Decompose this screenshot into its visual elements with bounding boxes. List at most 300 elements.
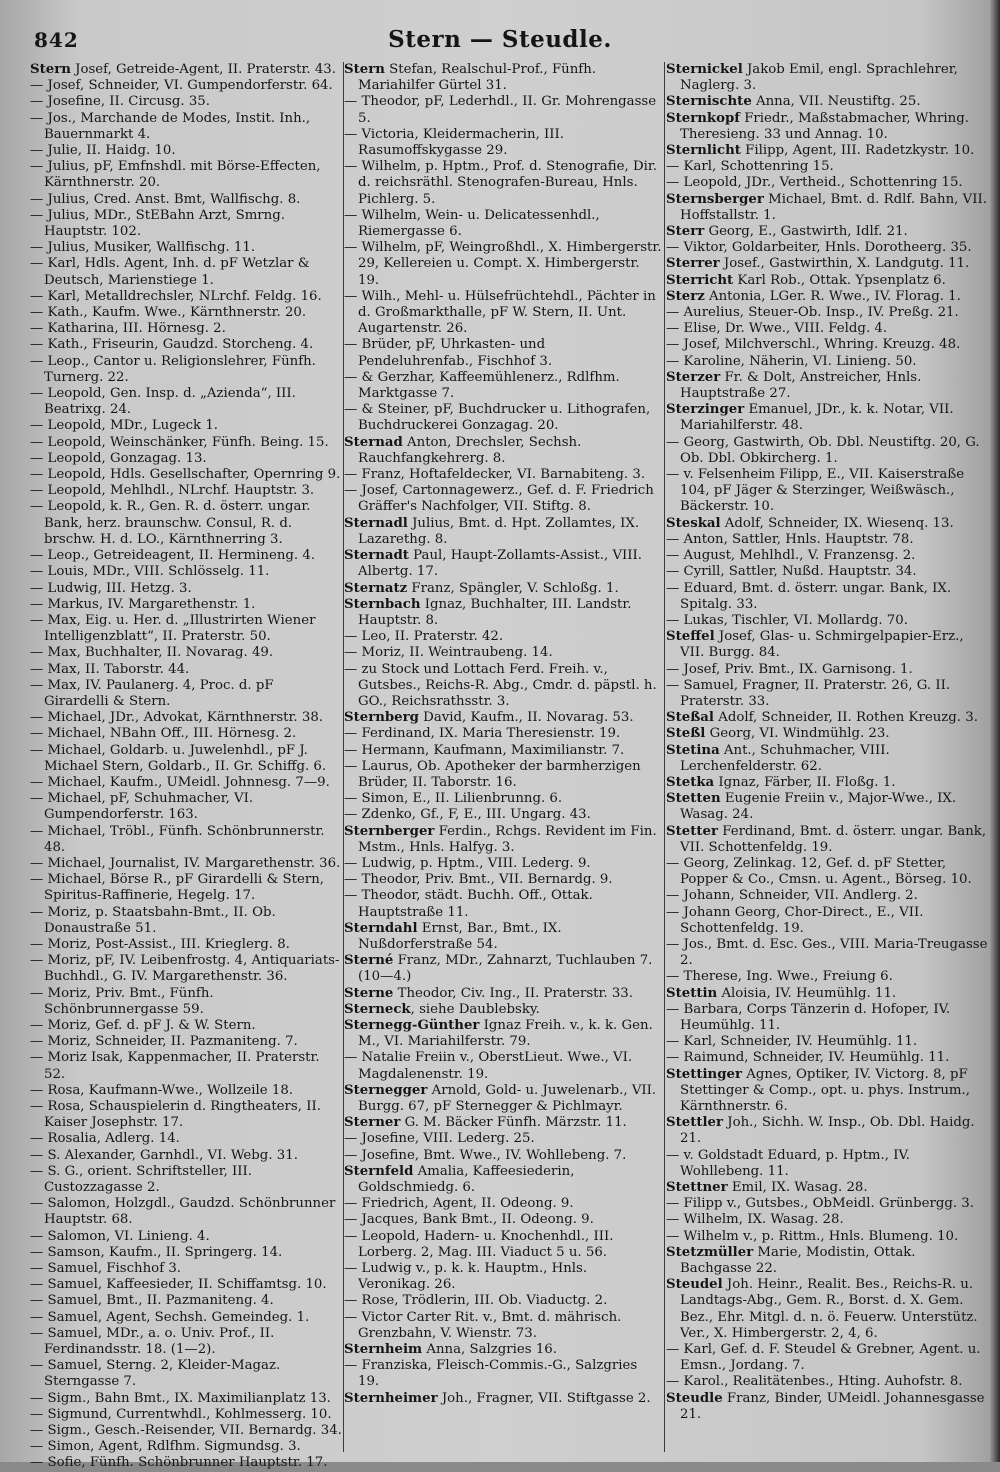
entry-headword: Sternbach	[344, 596, 421, 612]
entry-text: — zu Stock und Lottach Ferd. Freih. v., Gutsbes., Reichs-R. Abg., Cmdr. d. päpstl. h. GO., Reichsrathsstr. 3.	[344, 661, 657, 709]
directory-entry	[344, 127, 662, 159]
entry-text: — Friedrich, Agent, II. Odeong. 9.	[344, 1196, 574, 1212]
entry-headword: Sterrer	[666, 256, 720, 272]
entry-text: — Moriz Isak, Kappenmacher, II. Praterstr. 52.	[30, 1050, 320, 1082]
entry-text: Ignaz, Buchhalter, III. Landstr. Hauptstr. 8.	[358, 596, 632, 628]
entry-text: — Max, Buchhalter, II. Novarag. 49.	[30, 645, 274, 661]
entry-text: — Katharina, III. Hörnesg. 2.	[30, 321, 226, 337]
directory-entry	[30, 905, 342, 937]
directory-entry	[30, 597, 342, 613]
directory-entry	[344, 1358, 662, 1390]
entry-text: Franz, Binder, UMeidl. Johannesgasse 21.	[680, 1390, 985, 1422]
directory-entry	[30, 710, 342, 726]
directory-entry	[344, 548, 662, 580]
directory-entry	[30, 581, 342, 597]
entry-text: — Theodor, pF, Lederhdl., II. Gr. Mohrengasse 5.	[344, 94, 657, 126]
entry-text: — August, Mehlhdl., V. Franzensg. 2.	[666, 548, 916, 564]
directory-entry	[344, 1002, 662, 1018]
directory-entry	[666, 1277, 988, 1342]
entry-text: — Josef, Schneider, VI. Gumpendorferstr. 64.	[30, 78, 333, 94]
directory-entry	[30, 240, 342, 256]
entry-text: — Eduard, Bmt. d. österr. ungar. Bank, IX. Spitalg. 33.	[666, 580, 952, 612]
directory-entry	[666, 516, 988, 532]
directory-entry	[666, 1245, 988, 1277]
directory-entry	[344, 1196, 662, 1212]
directory-entry	[344, 1148, 662, 1164]
entry-headword: Sterz	[666, 288, 705, 304]
entry-text: — Max, II. Taborstr. 44.	[30, 661, 190, 677]
directory-entry	[30, 1245, 342, 1261]
entry-text: Antonia, LGer. R. Wwe., IV. Florag. 1.	[704, 288, 961, 304]
entry-headword: Sternberger	[344, 823, 435, 839]
directory-entry	[344, 1342, 662, 1358]
entry-text: Marie, Modistin, Ottak. Bachgasse 22.	[680, 1244, 916, 1277]
entry-text: — Samuel, Fragner, II. Praterstr. 26, G. II. Praterstr. 33.	[666, 677, 951, 709]
directory-entry	[344, 872, 662, 888]
directory-entry	[344, 888, 662, 920]
entry-text: — Ludwig v., p. k. k. Hauptm., Hnls. Veronikag. 26.	[344, 1261, 588, 1293]
entry-text: — Karl, Gef. d. F. Steudel & Grebner, Agent. u. Emsn., Jordang. 7.	[666, 1342, 981, 1374]
entry-text: Eugenie Freiin v., Major-Wwe., IX. Wasag. 24.	[680, 791, 957, 823]
entry-text: Anna, Salzgries 16.	[422, 1342, 557, 1358]
entry-text: — Cyrill, Sattler, Nußd. Hauptstr. 34.	[666, 564, 917, 580]
entry-text: — Salomon, Holzgdl., Gaudzd. Schönbrunner Hauptstr. 68.	[30, 1196, 336, 1228]
entry-text: — Victoria, Kleidermacherin, III. Rasumoffskygasse 29.	[344, 126, 565, 159]
entry-text: — S. G., orient. Schriftsteller, III. Custozzagasse 2.	[30, 1163, 253, 1196]
entry-headword: Sternadt	[344, 548, 409, 564]
entry-headword: Stern	[344, 62, 385, 77]
entry-headword: Stetter	[666, 823, 718, 839]
directory-entry	[30, 856, 342, 872]
entry-headword: Sterné	[344, 953, 394, 969]
directory-entry	[666, 532, 988, 548]
directory-entry	[30, 1229, 342, 1245]
directory-entry	[30, 1164, 342, 1196]
entry-text: — Michael, Tröbl., Fünfh. Schönbrunnerstr. 48.	[30, 823, 325, 855]
entry-text: — Brüder, pF, Uhrkasten- und Pendeluhrenfab., Fischhof 3.	[344, 337, 553, 369]
entry-text: — Max, Eig. u. Her. d. „Illustrirten Wiener Intelligenzblatt“, II. Praterstr. 50.	[30, 612, 316, 645]
directory-entry	[30, 321, 342, 337]
directory-entry	[666, 1180, 988, 1196]
directory-entry	[666, 1374, 988, 1390]
directory-entry	[30, 662, 342, 678]
directory-entry	[30, 986, 342, 1018]
directory-entry	[344, 1391, 662, 1407]
entry-text: — Sigmund, Currentwhdl., Kohlmesserg. 10.	[30, 1406, 332, 1422]
entry-text: — Rosa, Kaufmann-Wwe., Wollzeile 18.	[30, 1082, 294, 1098]
entry-text: — Hermann, Kaufmann, Maximilianstr. 7.	[344, 742, 625, 758]
entry-text: — Johann Georg, Chor-Direct., E., VII. Schottenfeldg. 19.	[666, 904, 924, 936]
entry-text: — Josef, Priv. Bmt., IX. Garnisong. 1.	[666, 661, 913, 677]
directory-entry	[666, 1148, 988, 1180]
directory-entry	[344, 289, 662, 338]
entry-text: — Ferdinand, IX. Maria Theresienstr. 19.	[344, 726, 621, 742]
entry-text: — Wilhelm, Wein- u. Delicatessenhdl., Riemergasse 6.	[344, 207, 600, 240]
entry-text: — Leopold, Hadern- u. Knochenhdl., III. Lorberg. 2, Mag. III. Viaduct 5 u. 56.	[344, 1228, 614, 1260]
entry-text: — Simon, Agent, Rdlfhm. Sigmundsg. 3.	[30, 1439, 301, 1455]
entry-text: — Michael, JDr., Advokat, Kärnthnerstr. 38.	[30, 710, 324, 726]
directory-entry	[344, 856, 662, 872]
directory-entry	[666, 370, 988, 402]
entry-text: Arnold, Gold- u. Juwelenarb., VII. Burgg. 67, pF Sternegger & Pichlmayr.	[358, 1082, 657, 1114]
directory-entry	[666, 467, 988, 516]
directory-entry	[30, 159, 342, 191]
directory-entry	[30, 305, 342, 321]
entry-text: — Theodor, Priv. Bmt., VII. Bernardg. 9.	[344, 872, 613, 888]
entry-text: Franz, Spängler, V. Schloßg. 1.	[407, 580, 619, 596]
entry-text: — Leopold, k. R., Gen. R. d. österr. ungar. Bank, herz. braunschw. Consul, R. d. brschw. H. d. LO., Kärnthnerring 3.	[30, 499, 311, 547]
entry-text: — Georg, Zelinkag. 12, Gef. d. pF Stetter, Popper & Co., Cmsn. u. Agent., Börseg. 10.	[666, 855, 972, 888]
entry-text: — Jacques, Bank Bmt., II. Odeong. 9.	[344, 1212, 594, 1228]
entry-text: — Rose, Trödlerin, III. Ob. Viaductg. 2.	[344, 1293, 608, 1309]
directory-entry	[30, 483, 342, 499]
directory-entry	[344, 726, 662, 742]
entry-text: — Wilhelm, pF, Weingroßhdl., X. Himbergerstr. 29, Kellereien u. Compt. X. Himbergerstr. 19.	[344, 240, 662, 288]
directory-entry	[666, 321, 988, 337]
entry-text: Michael, Bmt. d. Rdlf. Bahn, VII. Hoffstallstr. 1.	[680, 191, 987, 223]
entry-headword: Sterner	[344, 1115, 401, 1131]
entry-text: G. M. Bäcker Fünfh. Märzstr. 11.	[400, 1115, 627, 1131]
page-number: 842	[34, 28, 79, 52]
directory-entry	[666, 564, 988, 580]
entry-text: — Moriz, pF, IV. Leibenfrostg. 4, Antiquariats-Buchhdl., G. IV. Margarethenstr. 36.	[30, 953, 340, 985]
entry-text: — v. Felsenheim Filipp, E., VII. Kaiserstraße 104, pF Jäger & Sterzinger, Weißwäsch., Bäckerstr. 10.	[666, 467, 965, 515]
directory-entry	[344, 597, 662, 629]
directory-entry	[344, 645, 662, 661]
directory-entry	[666, 662, 988, 678]
directory-entry	[666, 240, 988, 256]
directory-entry	[666, 94, 988, 110]
directory-entry	[30, 824, 342, 856]
entry-text: — Julius, pF, Emfnshdl. mit Börse-Effecten, Kärnthnerstr. 20.	[30, 159, 321, 191]
directory-entry	[30, 467, 342, 483]
directory-entry	[666, 175, 988, 191]
entry-text: — Sofie, Fünfh. Schönbrunner Hauptstr. 17.	[30, 1455, 328, 1471]
directory-entry	[344, 1083, 662, 1115]
entry-text: Ignaz Freih. v., k. k. Gen. M., VI. Mariahilferstr. 79.	[358, 1017, 653, 1050]
entry-text: Agnes, Optiker, IV. Victorg. 8, pF Stettinger & Comp., opt. u. phys. Instrum., Kärnthnerstr. 6.	[680, 1066, 970, 1114]
directory-entry	[666, 305, 988, 321]
entry-text: — Max, IV. Paulanerg. 4, Proc. d. pF Girardelli & Stern.	[30, 677, 274, 709]
entry-text: — Samuel, Fischhof 3.	[30, 1261, 182, 1277]
directory-entry	[666, 402, 988, 434]
entry-text: Emanuel, JDr., k. k. Notar, VII. Mariahilferstr. 48.	[680, 402, 954, 434]
entry-text: — Leopold, JDr., Vertheid., Schottenring 15.	[666, 175, 963, 191]
directory-entry	[30, 613, 342, 645]
entry-headword: Sternegger	[344, 1082, 428, 1098]
directory-entry	[666, 256, 988, 272]
entry-text: — Moriz, Gef. d. pF J. & W. Stern.	[30, 1017, 256, 1033]
entry-text: — Johann, Schneider, VII. Andlerg. 2.	[666, 888, 918, 904]
directory-entry	[666, 613, 988, 629]
directory-entry	[666, 143, 988, 159]
directory-entry	[30, 1099, 342, 1131]
entry-text: Anna, VII. Neustiftg. 25.	[751, 94, 921, 110]
entry-headword: Sterndahl	[344, 920, 418, 936]
entry-text: — Elise, Dr. Wwe., VIII. Feldg. 4.	[666, 321, 888, 337]
page-edge-shadow	[990, 0, 1000, 1462]
entry-text: — Wilhelm v., p. Rittm., Hnls. Blumeng. 10.	[666, 1228, 959, 1244]
directory-entry	[344, 581, 662, 597]
entry-headword: Sterzer	[666, 369, 721, 385]
directory-entry	[344, 370, 662, 402]
entry-headword: Stettler	[666, 1115, 724, 1131]
directory-entry	[344, 921, 662, 953]
directory-entry	[344, 629, 662, 645]
directory-entry	[30, 1326, 342, 1358]
directory-entry	[666, 1342, 988, 1374]
entry-text: Georg, VI. Windmühlg. 23.	[705, 726, 890, 742]
entry-text: — Samuel, Sterng. 2, Kleider-Magaz. Sterngasse 7.	[30, 1358, 281, 1390]
directory-entry	[666, 743, 988, 775]
entry-text: — Karl, Schottenring 15.	[666, 159, 834, 175]
entry-text: — Wilh., Mehl- u. Hülsefrüchtehdl., Pächter in d. Großmarkthalle, pF W. Stern, II. Unt. Augartenstr. 26.	[344, 288, 656, 337]
directory-entry	[344, 824, 662, 856]
directory-entry	[344, 1261, 662, 1293]
entry-text: — Michael, Journalist, IV. Margarethenstr. 36.	[30, 855, 341, 871]
directory-entry	[30, 192, 342, 208]
entry-text: — & Steiner, pF, Buchdrucker u. Lithografen, Buchdruckerei Gonzagag. 20.	[344, 402, 651, 434]
directory-entry	[666, 1212, 988, 1228]
directory-entry	[344, 1310, 662, 1342]
entry-text: — Julius, Musiker, Wallfischg. 11.	[30, 240, 256, 256]
entry-text: — Leopold, Gonzagag. 13.	[30, 450, 207, 466]
entry-headword: Sterzinger	[666, 402, 745, 418]
entry-text: — Lukas, Tischler, VI. Mollardg. 70.	[666, 612, 908, 628]
directory-entry	[666, 1034, 988, 1050]
directory-entry	[30, 953, 342, 985]
directory-entry	[344, 94, 662, 126]
column-divider	[664, 62, 665, 1452]
directory-entry	[30, 418, 342, 434]
entry-text: Adolf, Schneider, II. Rothen Kreuzg. 3.	[713, 710, 978, 726]
entry-text: — Samuel, MDr., a. o. Univ. Prof., II. Ferdinandsstr. 18. (1—2).	[30, 1325, 275, 1358]
entry-text: Jakob Emil, engl. Sprachlehrer, Naglerg. 3.	[680, 62, 958, 94]
directory-entry	[30, 1358, 342, 1390]
directory-entry	[666, 224, 988, 240]
entry-headword: Sternsberger	[666, 191, 764, 207]
directory-entry	[344, 62, 662, 94]
entry-text: — Leo, II. Praterstr. 42.	[344, 629, 504, 645]
entry-headword: Sternheim	[344, 1342, 423, 1358]
entry-text: , siehe Daublebsky.	[410, 1001, 540, 1017]
directory-entry	[30, 1196, 342, 1228]
entry-text: — v. Goldstadt Eduard, p. Hptm., IV. Wohllebeng. 11.	[666, 1147, 910, 1179]
directory-entry	[666, 775, 988, 791]
directory-entry	[666, 1002, 988, 1034]
entry-text: — Samuel, Kaffeesieder, II. Schiffamtsg. 10.	[30, 1277, 327, 1293]
entry-headword: Steudel	[666, 1277, 723, 1293]
entry-text: — Karol., Realitätenbes., Hting. Auhofstr. 8.	[666, 1374, 963, 1390]
directory-entry	[666, 710, 988, 726]
entry-text: — Leop., Cantor u. Religionslehrer, Fünfh. Turnerg. 22.	[30, 353, 316, 385]
entry-text: — Josef, Cartonnagewerz., Gef. d. F. Friedrich Gräffer's Nachfolger, VII. Stiftg. 8.	[344, 483, 654, 515]
directory-entry	[666, 548, 988, 564]
directory-entry	[30, 1034, 342, 1050]
directory-entry	[30, 435, 342, 451]
entry-text: — Ludwig, III. Hetzg. 3.	[30, 580, 192, 596]
entry-text: Ferdin., Rchgs. Revident im Fin. Mstm., Hnls. Halfyg. 3.	[358, 823, 657, 855]
directory-entry	[30, 1083, 342, 1099]
entry-text: — Leopold, Weinschänker, Fünfh. Being. 15.	[30, 434, 329, 450]
entry-headword: Sternad	[344, 434, 403, 450]
directory-entry	[30, 499, 342, 548]
entry-text: — Kath., Kaufm. Wwe., Kärnthnerstr. 20.	[30, 305, 307, 321]
directory-entry	[666, 1196, 988, 1212]
directory-entry	[344, 1212, 662, 1228]
entry-headword: Sternegg-Günther	[344, 1017, 480, 1033]
directory-entry	[30, 289, 342, 305]
entry-text: — Louis, MDr., VIII. Schlösselg. 11.	[30, 564, 270, 580]
entry-headword: Stetten	[666, 791, 721, 807]
entry-headword: Sternberg	[344, 710, 419, 726]
directory-columns	[30, 62, 988, 1471]
entry-text: — Samuel, Bmt., II. Pazmaniteng. 4.	[30, 1293, 274, 1309]
entry-headword: Steudle	[666, 1390, 723, 1406]
directory-entry	[30, 645, 342, 661]
entry-text: — Ludwig, p. Hptm., VIII. Lederg. 9.	[344, 855, 591, 871]
entry-text: — Sigm., Gesch.-Reisender, VII. Bernardg. 34.	[30, 1423, 342, 1439]
entry-text: Emil, IX. Wasag. 28.	[727, 1180, 868, 1196]
entry-text: Aloisia, IV. Heumühlg. 11.	[717, 985, 897, 1001]
entry-text: Georg, E., Gastwirth, Idlf. 21.	[704, 224, 908, 240]
directory-entry	[666, 1391, 988, 1423]
directory-entry	[666, 726, 988, 742]
entry-text: — Julius, Cred. Anst. Bmt, Wallfischg. 8.	[30, 191, 301, 207]
entry-text: Joh., Fragner, VII. Stiftgasse 2.	[437, 1390, 651, 1406]
directory-entry	[30, 111, 342, 143]
entry-text: — Jos., Bmt. d. Esc. Ges., VIII. Maria-Treugasse 2.	[666, 936, 988, 969]
directory-entry	[344, 1018, 662, 1050]
entry-text: — Michael, Kaufm., UMeidl. Johnnesg. 7—9.	[30, 774, 330, 790]
entry-text: Josef, Glas- u. Schmirgelpapier-Erz., VII. Burgg. 84.	[680, 629, 964, 661]
entry-text: Stefan, Realschul-Prof., Fünfh. Mariahilfer Gürtel 31.	[358, 62, 597, 94]
directory-entry	[666, 354, 988, 370]
directory-entry	[344, 662, 662, 711]
entry-text: — Leopold, Mehlhdl., NLrchf. Hauptstr. 3.	[30, 483, 315, 499]
directory-entry	[666, 629, 988, 661]
entry-text: — Raimund, Schneider, IV. Heumühlg. 11.	[666, 1050, 950, 1066]
entry-headword: Stettin	[666, 985, 718, 1001]
entry-text: — Jos., Marchande de Modes, Instit. Inh., Bauernmarkt 4.	[30, 110, 311, 142]
directory-entry	[30, 143, 342, 159]
entry-headword: Steffel	[666, 629, 715, 645]
entry-text: — Therese, Ing. Wwe., Freiung 6.	[666, 969, 893, 985]
entry-headword: Sternkopf	[666, 110, 740, 126]
directory-entry	[666, 273, 988, 289]
directory-entry	[666, 1050, 988, 1066]
directory-entry	[30, 62, 342, 78]
entry-text: — Michael, pF, Schuhmacher, VI. Gumpendorferstr. 163.	[30, 791, 254, 823]
entry-text: — Samuel, Agent, Sechsh. Gemeindeg. 1.	[30, 1309, 310, 1325]
entry-text: Ignaz, Färber, II. Floßg. 1.	[714, 774, 896, 790]
entry-text: Josef., Gastwirthin, X. Landgutg. 11.	[719, 256, 970, 272]
entry-headword: Sternheimer	[344, 1390, 438, 1406]
directory-entry	[30, 548, 342, 564]
directory-entry	[30, 1050, 342, 1082]
entry-headword: Sterricht	[666, 272, 734, 288]
entry-text: — Anton, Sattler, Hnls. Hauptstr. 78.	[666, 531, 914, 547]
column-left	[30, 62, 342, 1471]
directory-entry	[666, 435, 988, 467]
entry-text: Joh. Heinr., Realit. Bes., Reichs-R. u. Landtags-Abg., Gem. R., Borst. d. X. Gem. Bez., Ehr. Mitgl. d. n. ö. Feuerw. Unterstütz. Ver., X. Himbergerstr. 2, 4, 6.	[680, 1277, 978, 1341]
entry-text: — Franz, Hoftafeldecker, VI. Barnabiteng. 3.	[344, 467, 646, 483]
entry-text: — Rosa, Schauspielerin d. Ringtheaters, II. Kaiser Josephstr. 17.	[30, 1099, 321, 1131]
directory-entry	[30, 1407, 342, 1423]
entry-text: — Natalie Freiin v., OberstLieut. Wwe., VI. Magdalenenstr. 19.	[344, 1050, 633, 1082]
entry-text: — Georg, Gastwirth, Ob. Dbl. Neustiftg. 20, G. Ob. Dbl. Obkircherg. 1.	[666, 434, 980, 466]
directory-entry	[344, 743, 662, 759]
directory-entry	[344, 240, 662, 289]
entry-text: Theodor, Civ. Ing., II. Praterstr. 33.	[393, 985, 633, 1001]
page-title: Stern — Steudle.	[388, 26, 612, 53]
entry-text: Ernst, Bar., Bmt., IX. Nußdorferstraße 54.	[358, 920, 562, 952]
directory-entry	[344, 435, 662, 467]
entry-text: Ant., Schuhmacher, VIII. Lerchenfelderstr. 62.	[680, 742, 890, 774]
entry-text: — Karl, Schneider, IV. Heumühlg. 11.	[666, 1034, 918, 1050]
entry-text: — Julius, MDr., StEBahn Arzt, Smrng. Hauptstr. 102.	[30, 207, 285, 240]
entry-headword: Sterr	[666, 224, 705, 240]
entry-text: — Leopold, Gen. Insp. d. „Azienda“, III. Beatrixg. 24.	[30, 386, 296, 418]
entry-headword: Sternadl	[344, 515, 408, 531]
entry-text: — Leopold, Hdls. Gesellschafter, Opernring 9.	[30, 467, 341, 483]
directory-entry	[30, 743, 342, 775]
directory-entry	[344, 1131, 662, 1147]
directory-entry	[666, 824, 988, 856]
entry-text: David, Kaufm., II. Novarag. 53.	[418, 710, 634, 726]
directory-entry	[30, 354, 342, 386]
entry-headword: Stern	[30, 62, 71, 77]
entry-text: — Wilhelm, IX. Wasag. 28.	[666, 1212, 844, 1228]
page-header	[0, 26, 1000, 56]
entry-text: — Josefine, VIII. Lederg. 25.	[344, 1131, 535, 1147]
entry-text: — Aurelius, Steuer-Ob. Insp., IV. Preßg. 21.	[666, 305, 959, 321]
directory-entry	[666, 581, 988, 613]
directory-entry	[30, 726, 342, 742]
entry-text: — Sigm., Bahn Bmt., IX. Maximilianplatz 13.	[30, 1390, 331, 1406]
entry-headword: Sternickel	[666, 62, 743, 77]
directory-entry	[30, 872, 342, 904]
directory-entry	[344, 759, 662, 791]
entry-text: — Viktor, Goldarbeiter, Hnls. Dorotheerg. 35.	[666, 240, 972, 256]
entry-text: — & Gerzhar, Kaffeemühlenerz., Rdlfhm. Marktgasse 7.	[344, 369, 620, 402]
entry-text: Friedr., Maßstabmacher, Whring. Theresieng. 33 und Annag. 10.	[680, 110, 969, 142]
directory-entry	[666, 337, 988, 353]
directory-entry	[666, 1115, 988, 1147]
directory-entry	[30, 1018, 342, 1034]
entry-text: Fr. & Dolt, Anstreicher, Hnls. Hauptstraße 27.	[680, 369, 922, 402]
entry-headword: Steßl	[666, 726, 706, 742]
directory-entry	[30, 1391, 342, 1407]
entry-text: Karl Rob., Ottak. Ypsenplatz 6.	[733, 272, 946, 288]
entry-text: — Karl, Metalldrechsler, NLrchf. Feldg. 16.	[30, 288, 322, 304]
directory-entry	[344, 1229, 662, 1261]
entry-text: Julius, Bmt. d. Hpt. Zollamtes, IX. Lazarethg. 8.	[358, 515, 640, 547]
directory-entry	[30, 1439, 342, 1455]
directory-entry	[30, 678, 342, 710]
entry-headword: Steßal	[666, 710, 714, 726]
entry-headword: Sternlicht	[666, 143, 741, 159]
entry-text: — Julie, II. Haidg. 10.	[30, 143, 176, 159]
directory-entry	[344, 1050, 662, 1082]
entry-text: Amalia, Kaffeesiederin, Goldschmiedg. 6.	[358, 1163, 575, 1196]
directory-entry	[344, 953, 662, 985]
entry-headword: Sternischte	[666, 94, 752, 110]
entry-text: Anton, Drechsler, Sechsh. Rauchfangkehrerg. 8.	[358, 434, 582, 466]
directory-entry	[30, 1131, 342, 1147]
directory-entry	[30, 386, 342, 418]
directory-entry	[30, 208, 342, 240]
